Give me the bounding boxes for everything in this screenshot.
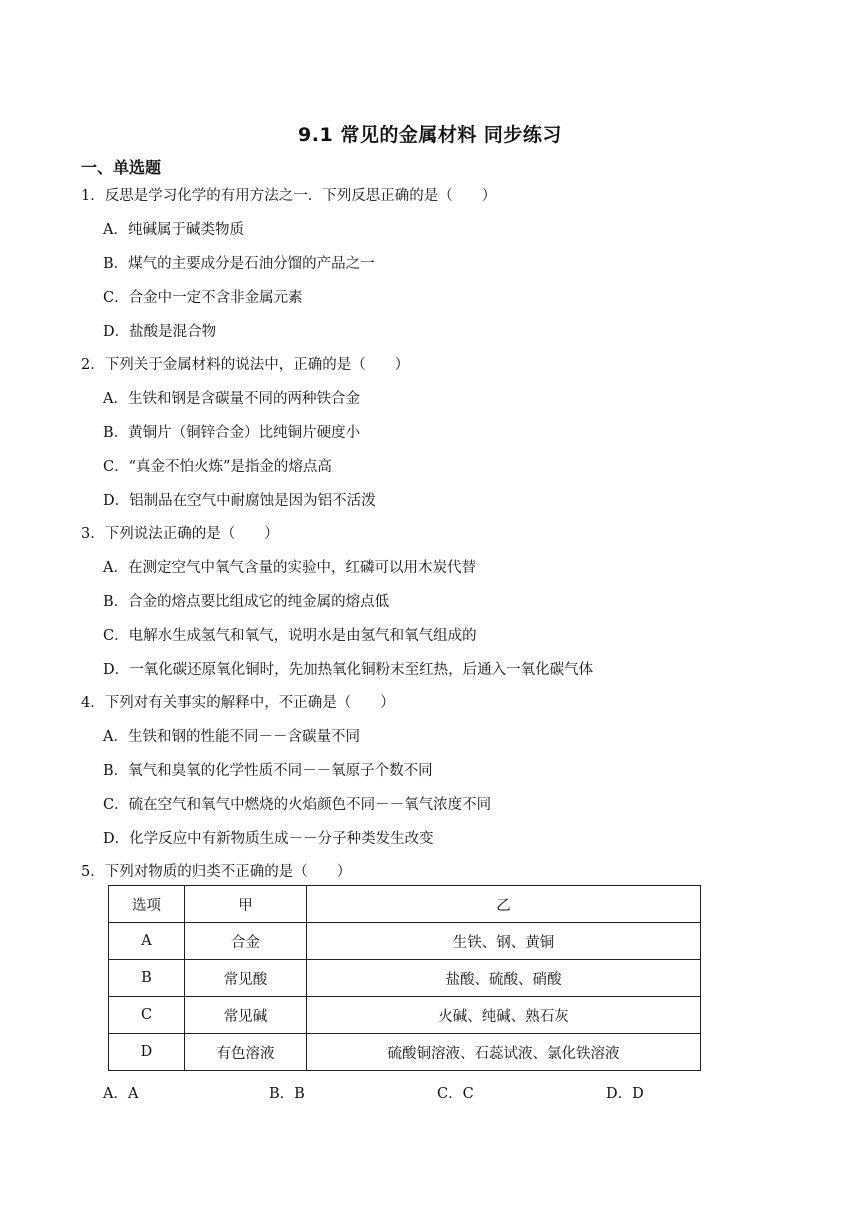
- table-cell: 有色溶液: [185, 1034, 307, 1071]
- question-3-option-b: B．合金的熔点要比组成它的纯金属的熔点低: [103, 594, 390, 610]
- table-cell: B: [109, 960, 185, 997]
- table-cell: 火碱、纯碱、熟石灰: [307, 997, 701, 1034]
- question-5-option-b: B．B: [269, 1086, 305, 1102]
- table-row: [109, 1034, 701, 1071]
- table-header-cell: 甲: [185, 886, 307, 923]
- table-cell: D: [109, 1034, 185, 1071]
- question-1-option-a: A．纯碱属于碱类物质: [103, 222, 244, 238]
- table-cell: 生铁、钢、黄铜: [307, 923, 701, 960]
- table-cell: 硫酸铜溶液、石蕊试液、氯化铁溶液: [307, 1034, 701, 1071]
- question-2-option-d: D．铝制品在空气中耐腐蚀是因为铝不活泼: [103, 493, 376, 509]
- question-5-option-c: C．C: [437, 1086, 474, 1102]
- question-1-option-c: C．合金中一定不含非金属元素: [103, 290, 303, 306]
- table-row: [109, 960, 701, 997]
- table-row: [109, 923, 701, 960]
- table-cell: 合金: [185, 923, 307, 960]
- question-2-stem: 2．下列关于金属材料的说法中，正确的是（ ）: [81, 357, 410, 373]
- question-5-stem: 5．下列对物质的归类不正确的是（ ）: [81, 864, 352, 880]
- table-cell: A: [109, 923, 185, 960]
- table-cell: 盐酸、硫酸、硝酸: [307, 960, 701, 997]
- question-3-option-d: D．一氧化碳还原氧化铜时，先加热氧化铜粉末至红热，后通入一氧化碳气体: [103, 662, 594, 678]
- table-row: [109, 997, 701, 1034]
- question-3-option-a: A．在测定空气中氧气含量的实验中，红磷可以用木炭代替: [103, 560, 476, 576]
- question-5-option-d: D．D: [606, 1086, 644, 1102]
- question-1-option-d: D．盐酸是混合物: [103, 324, 217, 340]
- classification-table: [108, 885, 701, 1071]
- question-5-option-a: A．A: [103, 1086, 139, 1102]
- question-4-option-c: C．硫在空气和氧气中燃烧的火焰颜色不同－－氧气浓度不同: [103, 797, 492, 813]
- table-cell: 常见碱: [185, 997, 307, 1034]
- question-3-option-c: C．电解水生成氢气和氧气，说明水是由氢气和氧气组成的: [103, 628, 477, 644]
- page-title: 9.1 常见的金属材料 同步练习: [298, 124, 562, 146]
- question-4-option-a: A．生铁和钢的性能不同－－含碳量不同: [103, 729, 360, 745]
- question-3-stem: 3．下列说法正确的是（ ）: [81, 526, 279, 542]
- question-4-option-d: D．化学反应中有新物质生成－－分子种类发生改变: [103, 831, 434, 847]
- question-1-option-b: B．煤气的主要成分是石油分馏的产品之一: [103, 256, 375, 272]
- question-2-option-a: A．生铁和钢是含碳量不同的两种铁合金: [103, 391, 360, 407]
- question-4-option-b: B．氧气和臭氧的化学性质不同－－氧原子个数不同: [103, 763, 433, 779]
- table-header-row: [109, 886, 701, 923]
- table-header-cell: 选项: [109, 886, 185, 923]
- section-heading: 一、单选题: [81, 158, 162, 177]
- question-2-option-b: B．黄铜片（铜锌合金）比纯铜片硬度小: [103, 425, 361, 441]
- question-4-stem: 4．下列对有关事实的解释中，不正确是（ ）: [81, 695, 395, 711]
- table-cell: 常见酸: [185, 960, 307, 997]
- table-header-cell: 乙: [307, 886, 701, 923]
- table-cell: C: [109, 997, 185, 1034]
- question-1-stem: 1．反思是学习化学的有用方法之一．下列反思正确的是（ ）: [81, 188, 497, 204]
- question-2-option-c: C．“真金不怕火炼”是指金的熔点高: [103, 459, 332, 475]
